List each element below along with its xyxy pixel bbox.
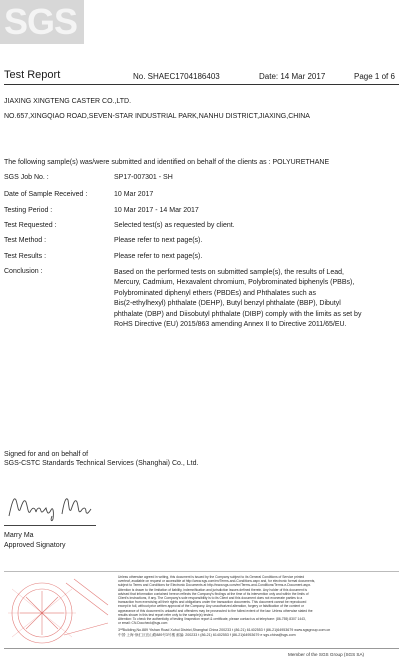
sgs-seal-stamp xyxy=(4,575,112,645)
disclaimer-line: Client's instructions, if any. The Company's sole responsibility is to its Client and this document does not exonerate parties to a xyxy=(118,596,303,601)
report-title: Test Report xyxy=(4,69,61,81)
sample-intro: The following sample(s) was/were submitted and identified on behalf of the clients as : POLYURETHANE xyxy=(4,159,330,166)
disclaimer-line: appearance of this document is unlawful and offenders may be prosecuted to the fullest extent of the law. Unless otherwise stated the xyxy=(118,608,313,613)
disclaimer-line: results shown in this test report refer only to the sample(s) tested. xyxy=(118,612,214,617)
field-value-test-results: Please refer to next page(s). xyxy=(114,253,203,260)
field-value-date-received: 10 Mar 2017 xyxy=(114,191,154,198)
field-label-testing-period: Testing Period : xyxy=(4,207,53,214)
report-number: No. SHAEC1704186403 xyxy=(133,72,220,81)
client-address: NO.657,XINGQIAO ROAD,SEVEN-STAR INDUSTRIAL PARK,NANHU DISTRICT,JIAXING,CHINA xyxy=(4,113,310,120)
disclaimer-line: or email: CN.Doccheck@sgs.com xyxy=(118,621,168,626)
field-label-test-method: Test Method : xyxy=(4,237,47,244)
field-label-date-received: Date of Sample Received : xyxy=(4,191,88,198)
field-label-test-results: Test Results : xyxy=(4,253,47,260)
field-label-test-requested: Test Requested : xyxy=(4,222,57,229)
conclusion-label: Conclusion : xyxy=(4,268,43,275)
contact-address-en: 3ⁿᵈBuilding,No.889 Yishan Road Xuhui District,Shanghai China 200233 t (86-21) 61402553 f (86-21)64953679 www.sgsgroup.com.cn xyxy=(118,628,331,632)
legal-disclaimer xyxy=(118,575,399,626)
field-value-testing-period: 10 Mar 2017 - 14 Mar 2017 xyxy=(114,207,199,214)
conclusion-line: Mercury, Cadmium, Hexavalent chromium, Polybrominated biphenyls (PBBs), xyxy=(114,279,355,287)
disclaimer-line: subject to Terms and Conditions for Electronic Documents at http://www.sgs.com/en/Terms-and-Conditions/Terms-e-Document.aspx. xyxy=(118,583,312,588)
field-value-job-no: SP17-007301 - SH xyxy=(114,174,173,181)
conclusion-line: Based on the performed tests on submitted sample(s), the results of Lead, xyxy=(114,269,344,276)
disclaimer-line: Attention is drawn to the limitation of liability, indemnification and jurisdiction issues defined therein. Any holder of this document is xyxy=(118,587,308,592)
signing-company: SGS-CSTC Standards Technical Services (Shanghai) Co., Ltd. xyxy=(4,460,199,467)
field-value-test-method: Please refer to next page(s). xyxy=(114,237,203,244)
signatory-name: Marry Ma xyxy=(4,532,34,539)
signatory-title: Approved Signatory xyxy=(4,542,66,549)
signature-line xyxy=(4,525,96,526)
disclaimer-line: overleaf, available on request or accessible at http://www.sgs.com/en/Terms-and-Conditions.aspx and, for electronic format documents, xyxy=(118,579,316,584)
field-label-job-no: SGS Job No. : xyxy=(4,174,49,181)
disclaimer-line: Attention: To check the authenticity of testing /inspection report & certificate, please contact us at telephone: (86-755) 8307 1443, xyxy=(118,617,306,622)
report-date: Date: 14 Mar 2017 xyxy=(259,72,326,81)
sgs-group-membership: Member of the SGS Group (SGS SA) xyxy=(288,652,365,657)
disclaimer-line: Unless otherwise agreed in writing, this document is issued by the Company subject to its General Conditions of Service printed xyxy=(118,575,305,579)
footer-divider xyxy=(4,571,399,572)
conclusion-line: Polybrominated diphenyl ethers (PBDEs) and Phthalates such as xyxy=(114,289,316,297)
sgs-logo: SGS xyxy=(4,1,78,42)
disclaimer-line: except in full, without prior written approval of the Company. Any unauthorized alteration, forgery or falsification of the content or xyxy=(118,604,304,609)
disclaimer-line: advised that information contained hereon reflects the Company's findings at the time of its intervention only and within the limits of xyxy=(118,591,309,596)
conclusion-line: RoHS Directive (EU) 2015/863 amending Annex II to Directive 2011/65/EU. xyxy=(114,321,347,329)
conclusion-line: phthalate (DBP) and Diisobutyl phthalate (DIBP) comply with the limits as set by xyxy=(114,310,362,318)
client-name: JIAXING XINGTENG CASTER CO.,LTD. xyxy=(4,98,132,105)
bottom-divider xyxy=(4,648,399,649)
conclusion-line: Bis(2-ethylhexyl) phthalate (DEHP), Butyl benzyl phthalate (BBP), Dibutyl xyxy=(114,300,341,308)
contact-details xyxy=(118,628,399,644)
header-divider xyxy=(4,84,399,85)
contact-address-cn: 中国·上海·徐汇区宜山路889号3号楼 邮编: 200233 t (86-21) 61402553 f (86-21)64953679 e sgs.china@sgs.com xyxy=(118,633,296,637)
field-value-test-requested: Selected test(s) as requested by client. xyxy=(114,222,235,229)
disclaimer-line: transaction from exercising all their rights and obligations under the transaction documents. This document cannot be reproduced xyxy=(118,600,307,605)
conclusion-text xyxy=(114,268,399,330)
signed-on-behalf: Signed for and on behalf of xyxy=(4,451,89,458)
handwritten-signature xyxy=(6,488,96,524)
page-indicator: Page 1 of 6 xyxy=(354,72,395,81)
